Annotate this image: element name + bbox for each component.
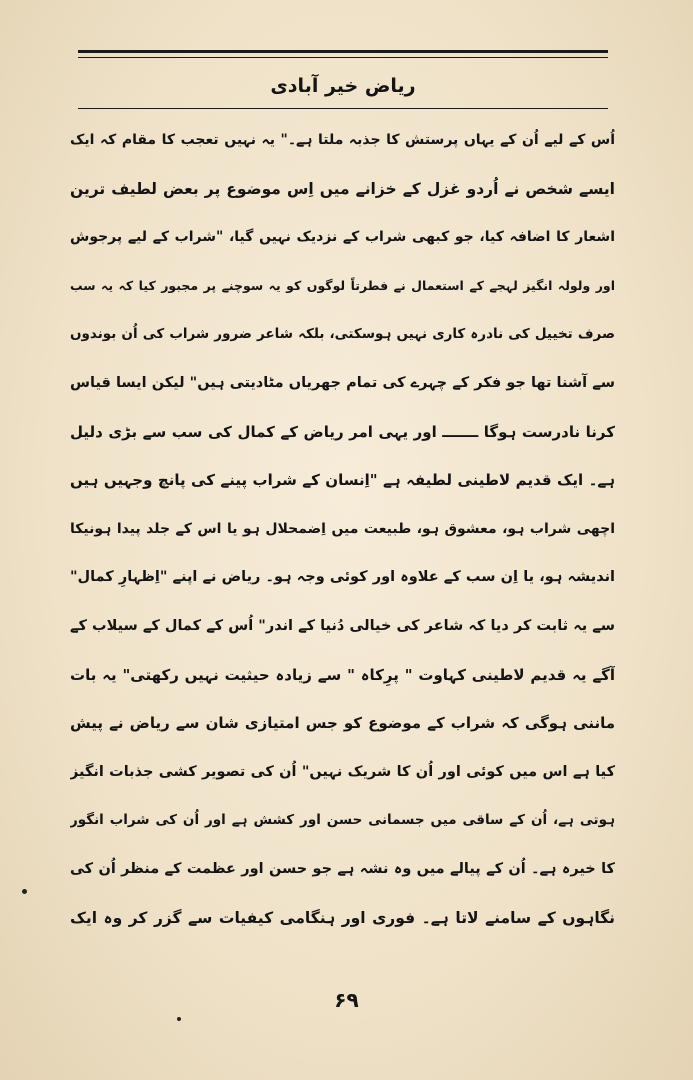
header-rule-thick bbox=[78, 50, 608, 53]
page-number: ۶۹ bbox=[334, 988, 359, 1012]
text-line: ہوتی ہے، اُن کے ساقی میں جسمانی حسن اور کشش ہے اور اُن کی شراب انگور bbox=[70, 812, 615, 829]
text-line: سے آشنا تھا جو فکر کے چہرے کی تمام جھریاں مٹادیتی ہیں" لیکن ایسا قیاس bbox=[70, 374, 615, 391]
running-head-rule bbox=[78, 108, 608, 109]
header-rule-thin bbox=[78, 57, 608, 58]
text-line: کرنا نادرست ہوگا ـــــــ اور یہی امر ریاض کے کمال کی سب سے بڑی دلیل bbox=[70, 422, 615, 441]
ink-speck bbox=[177, 1017, 181, 1021]
ink-speck bbox=[22, 889, 27, 894]
text-line: کا خیرہ ہے۔ اُن کے پیالے میں وہ نشہ ہے جو حسن اور عظمت کے منظر اُن کی bbox=[70, 860, 615, 877]
text-line: اُس کے لیے اُن کے یہاں پرستش کا جذبہ ملتا ہے۔" یہ نہیں تعجب کا مقام کہ ایک bbox=[70, 132, 615, 148]
text-line: اندیشہ ہو، یا اِن سب کے علاوہ اور کوئی وجہ ہو۔ ریاض نے اپنے "اِظہارِ کمال" bbox=[70, 569, 615, 586]
text-line: ماننی ہوگی کہ شراب کے موضوع کو جس امتیازی شان سے ریاض نے پیش bbox=[70, 714, 615, 733]
text-line: ایسے شخص نے اُردو غزل کے خزانے میں اِس موضوع پر بعض لطیف ترین bbox=[70, 179, 615, 198]
body-text bbox=[70, 116, 615, 942]
text-line: نگاہوں کے سامنے لاتا ہے۔ فوری اور ہنگامی کیفیات سے گزر کر وہ ایک bbox=[70, 908, 615, 927]
text-line: صرف تخییل کی نادرہ کاری نہیں ہوسکتی، بلکہ شاعر ضرور شراب کی اُن بوندوں bbox=[70, 326, 615, 343]
text-line: اشعار کا اضافہ کیا، جو کبھی شراب کے نزدیک نہیں گیا، "شراب کے لیے پرجوش bbox=[70, 229, 615, 246]
text-line: سے یہ ثابت کر دیا کہ شاعر کی خیالی دُنیا کے اندر" اُس کے کمال کے سیلاب کے bbox=[70, 617, 615, 634]
text-line: کیا ہے اس میں کوئی اور اُن کا شریک نہیں" اُن کی تصویر کشی جذبات انگیز bbox=[70, 763, 615, 780]
text-line: ہے۔ ایک قدیم لاطینی لطیفہ ہے "اِنسان کے شراب پینے کی پانچ وجہیں ہیں bbox=[70, 471, 615, 490]
running-head: ریاض خیر آبادی bbox=[270, 75, 416, 97]
text-line: اچھی شراب ہو، معشوق ہو، طبیعت میں اِضمحلال ہو یا اس کے جلد پیدا ہونیکا bbox=[70, 520, 615, 537]
text-line: اور ولولہ انگیز لہجے کے استعمال نے فطرتاً لوگوں کو یہ سوچنے پر مجبور کیا کہ یہ سب bbox=[70, 277, 615, 293]
text-line: آگے یہ قدیم لاطینی کہاوت " پرِکاہ " سے زیادہ حیثیت نہیں رکھتی" یہ بات bbox=[70, 665, 615, 684]
